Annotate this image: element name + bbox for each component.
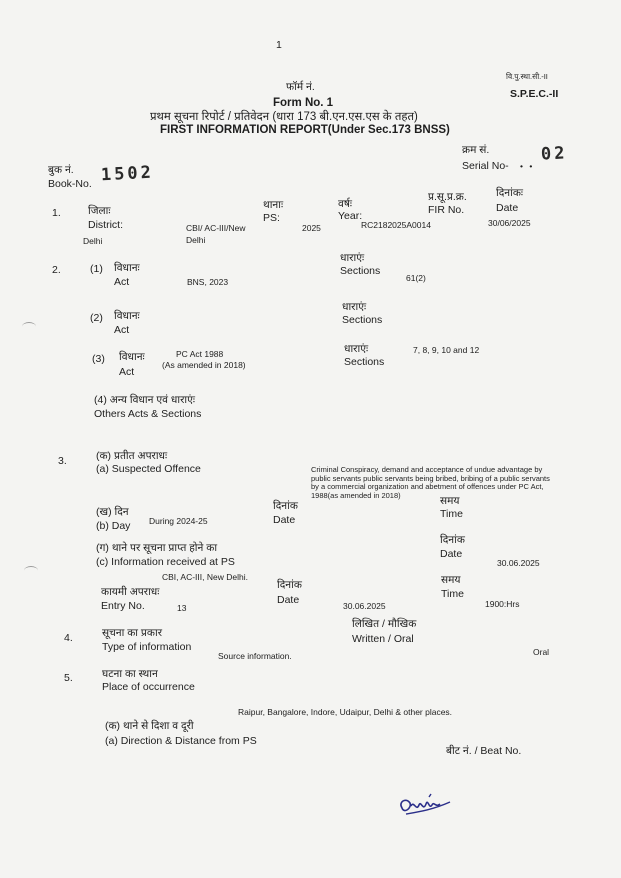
offence-value: Criminal Conspiracy, demand and acceptance of undue advantage by public servants public servants being bribed, bribing of a public servants by a commercial organization and abetment of offences under PC Act, 1988(as amended in 2018) — [311, 465, 550, 500]
serial-number: 02 — [540, 143, 568, 165]
act3-value-line1: PC Act 1988 — [176, 349, 224, 359]
direction-label: (a) Direction & Distance from PS — [105, 735, 257, 747]
book-label: Book-No. — [48, 178, 92, 190]
entry-date-value: 30.06.2025 — [343, 601, 386, 611]
serial-label: Serial No- — [462, 160, 509, 172]
entry-time-value: 1900:Hrs — [485, 599, 520, 609]
offence-date-label-hindi: दिनांक — [273, 500, 298, 512]
form-label-hindi: फॉर्म नं. — [286, 81, 315, 93]
info-received-label-hindi: (ग) थाने पर सूचना प्राप्त होने का — [96, 542, 218, 554]
sections3-value: 7, 8, 9, 10 and 12 — [413, 345, 480, 355]
act3-value-line2: (As amended in 2018) — [162, 360, 246, 370]
punch-hole-mark — [22, 322, 36, 331]
date-value: 30/06/2025 — [488, 218, 531, 228]
entry-time-label-hindi: समय — [441, 574, 461, 586]
entry-date-label: Date — [277, 594, 300, 606]
serial-label-hindi: क्रम सं. — [462, 144, 490, 156]
sections2-label: Sections — [342, 314, 383, 326]
district-label: District: — [88, 219, 123, 231]
place-label-hindi: घटना का स्थान — [102, 668, 158, 680]
written-oral-value: Oral — [533, 647, 550, 657]
book-number: 1502 — [100, 162, 155, 186]
sections3-label: Sections — [344, 356, 385, 368]
info-date-value: 30.06.2025 — [497, 558, 540, 568]
direction-label-hindi: (क) थाने से दिशा व दूरी — [105, 720, 194, 732]
district-value-line3: Delhi — [83, 236, 103, 246]
act3-label-hindi: विधानः — [119, 351, 145, 363]
report-title-hindi: प्रथम सूचना रिपोर्ट / प्रतिवेदन (धारा 173 बी.एन.एस.एस के तहत) — [150, 111, 418, 123]
spec-code-hindi: वि.पु.स्था.सी.-II — [506, 72, 548, 81]
sections1-value: 61(2) — [406, 273, 426, 283]
act2-index: (2) — [90, 312, 103, 324]
page-number: 1 — [276, 39, 282, 51]
entry-label-hindi: कायमी अपराधः — [101, 586, 160, 598]
offence-time-label-hindi: समय — [440, 495, 460, 507]
district-value-line2: Delhi — [186, 235, 206, 245]
other-acts-hindi: (4) अन्य विधान एवं धाराएंः — [94, 394, 196, 406]
act3-label: Act — [119, 366, 135, 378]
act1-label-hindi: विधानः — [114, 262, 140, 274]
year-label-hindi: वर्षः — [338, 198, 353, 210]
offence-date-label: Date — [273, 514, 296, 526]
signature-icon — [396, 792, 456, 822]
punch-hole-mark — [24, 566, 38, 575]
item-number-3: 3. — [58, 455, 67, 467]
serial-dots: • • — [520, 161, 535, 171]
place-value: Raipur, Bangalore, Indore, Udaipur, Delhi & other places. — [238, 707, 453, 717]
info-received-value: CBI, AC-III, New Delhi. — [162, 572, 248, 582]
act2-label: Act — [114, 324, 130, 336]
fir-label-hindi: प्र.सू.प्र.क्र. — [428, 191, 467, 203]
ps-label-hindi: थानाः — [263, 199, 284, 211]
fir-label: FIR No. — [428, 204, 465, 216]
sections1-label-hindi: धाराएंः — [340, 252, 365, 264]
item-number-4: 4. — [64, 632, 73, 644]
info-date-label: Date — [440, 548, 463, 560]
info-type-value: Source information. — [218, 651, 292, 661]
form-label: Form No. 1 — [273, 97, 334, 109]
act1-index: (1) — [90, 263, 103, 275]
spec-code: S.P.E.C.-II — [510, 88, 559, 100]
year-label: Year: — [338, 210, 363, 222]
act2-label-hindi: विधानः — [114, 310, 140, 322]
entry-value: 13 — [177, 603, 187, 613]
report-title: FIRST INFORMATION REPORT(Under Sec.173 BNSS) — [160, 124, 450, 136]
beat-no-label: बीट नं. / Beat No. — [446, 745, 522, 757]
info-date-label-hindi: दिनांक — [440, 534, 465, 546]
written-oral-label-hindi: लिखित / मौखिक — [352, 618, 417, 630]
act1-value: BNS, 2023 — [187, 277, 229, 287]
sections1-label: Sections — [340, 265, 381, 277]
offence-label: (a) Suspected Offence — [96, 463, 201, 475]
ps-label: PS: — [263, 212, 280, 224]
day-label-hindi: (ख) दिन — [96, 506, 129, 518]
offence-time-label: Time — [440, 508, 463, 520]
year-value: RC2182025A0014 — [361, 220, 431, 230]
item-number-2: 2. — [52, 264, 61, 276]
entry-time-label: Time — [441, 588, 464, 600]
info-type-label: Type of information — [102, 641, 192, 653]
info-type-label-hindi: सूचना का प्रकार — [102, 627, 162, 639]
day-value: During 2024-25 — [149, 516, 208, 526]
other-acts-label: Others Acts & Sections — [94, 408, 202, 420]
item-number-1: 1. — [52, 207, 61, 219]
offence-label-hindi: (क) प्रतीत अपराधः — [96, 450, 168, 462]
district-label-hindi: जिलाः — [88, 205, 111, 217]
place-label: Place of occurrence — [102, 681, 195, 693]
act3-index: (3) — [92, 353, 105, 365]
sections2-label-hindi: धाराएंः — [342, 301, 367, 313]
day-label: (b) Day — [96, 520, 131, 532]
entry-date-label-hindi: दिनांक — [277, 579, 302, 591]
sections3-label-hindi: धाराएंः — [344, 343, 369, 355]
entry-label: Entry No. — [101, 600, 145, 612]
book-label-hindi: बुक नं. — [48, 164, 74, 176]
ps-value: 2025 — [302, 223, 321, 233]
written-oral-label: Written / Oral — [352, 633, 414, 645]
district-value-line1: CBI/ AC-III/New — [186, 223, 246, 233]
item-number-5: 5. — [64, 672, 73, 684]
act1-label: Act — [114, 276, 130, 288]
date-label: Date — [496, 202, 519, 214]
info-received-label: (c) Information received at PS — [96, 556, 235, 568]
date-label-hindi: दिनांकः — [496, 187, 524, 199]
